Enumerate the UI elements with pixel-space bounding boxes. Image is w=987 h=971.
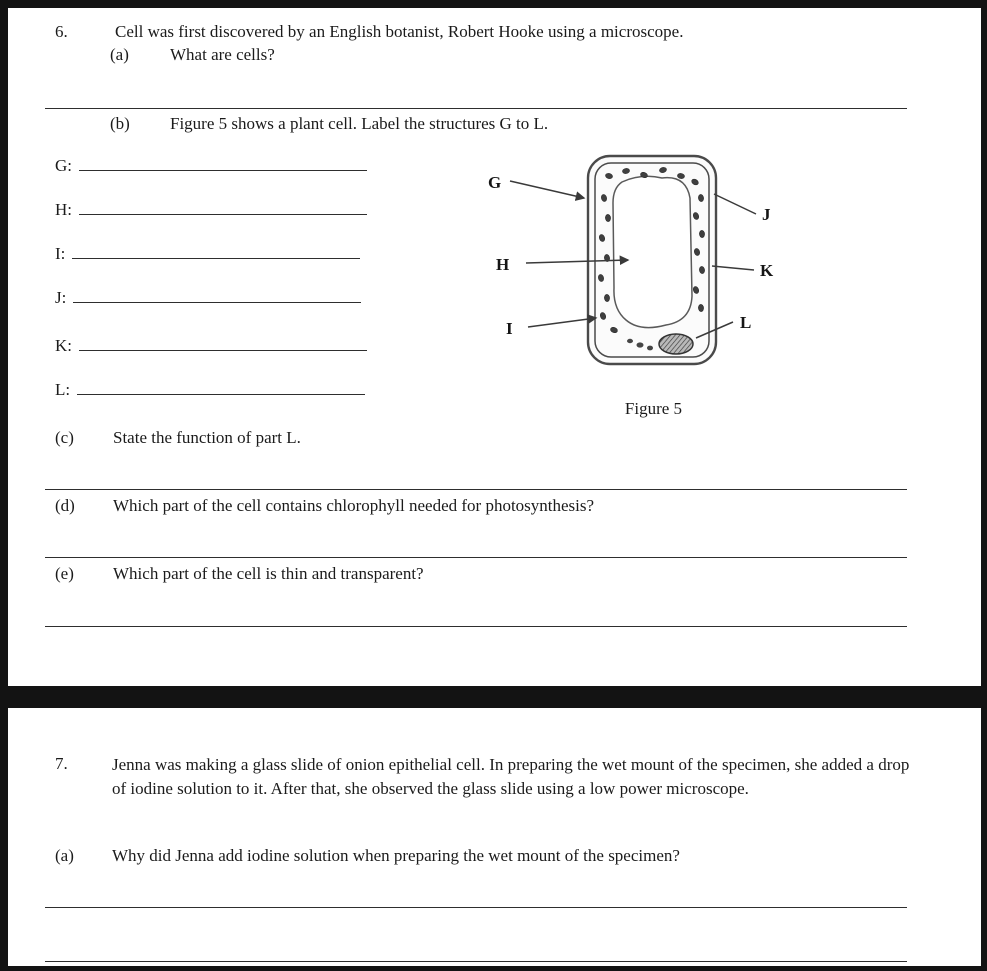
fill-line-J [73,290,361,303]
question-6-intro: Cell was first discovered by an English botanist, Robert Hooke using a microscope. [115,22,684,41]
fill-line-H [79,202,367,215]
fill-row-K [55,336,367,356]
worksheet-page-2 [8,708,981,966]
q7a-text: Why did Jenna add iodine solution when preparing the wet mount of the specimen? [112,846,680,865]
callout-label-h: H [496,255,510,274]
callout-label-j: J [762,205,771,224]
q6d-label: (d) [55,496,75,515]
q7a-label: (a) [55,846,74,865]
fill-line-I [72,246,360,259]
figure-5 [480,148,802,430]
answer-line-q7a-1 [45,907,907,908]
callout-line-g [510,181,584,198]
figure-5-caption: Figure 5 [624,399,683,418]
fill-line-K [79,338,367,351]
question-6-number: 6. [55,22,68,41]
answer-line-q6d [45,557,907,558]
fill-label-K: K: [55,336,72,355]
fill-label-J: J: [55,288,67,307]
callout-line-k [712,266,754,270]
fill-line-L [77,382,365,395]
q6e-label: (e) [55,564,74,583]
fill-line-G [79,158,367,171]
question-7-number: 7. [55,754,68,773]
q6a-label: (a) [110,45,129,64]
q6b-label: (b) [110,114,130,133]
callout-label-g: G [488,173,502,192]
fill-label-I: I: [55,244,66,263]
q6b-text: Figure 5 shows a plant cell. Label the structures G to L. [170,114,549,133]
q6d-text: Which part of the cell contains chlorophyll needed for photosynthesis? [113,496,595,515]
fill-label-G: G: [55,156,72,175]
question-7-intro: Jenna was making a glass slide of onion epithelial cell. In preparing the wet mount of the specimen, she added a drop of iodine solution to it. After that, she observed the glass slide using a low power microscope. [112,755,910,798]
callout-line-j [714,194,756,214]
answer-line-q6c [45,489,907,490]
answer-line-q6e [45,626,907,627]
answer-line-q6a [45,108,907,109]
plant-cell-diagram [480,148,802,398]
answer-line-q7a-2 [45,961,907,962]
nucleus [659,334,693,354]
q6c-text: State the function of part L. [113,428,301,447]
fill-row-L [55,380,365,400]
callout-label-l: L [740,313,752,332]
fill-row-I [55,244,360,264]
q6c-label: (c) [55,428,74,447]
worksheet-page-1 [8,8,981,686]
q6e-text: Which part of the cell is thin and transparent? [113,564,424,583]
fill-row-G [55,156,367,176]
callout-line-i [528,318,596,327]
callout-label-i: I [506,319,513,338]
fill-label-L: L: [55,380,71,399]
q6a-text: What are cells? [170,45,275,64]
vacuole [613,176,692,327]
fill-row-H [55,200,367,220]
callout-label-k: K [760,261,774,280]
fill-row-J [55,288,361,308]
fill-label-H: H: [55,200,72,219]
